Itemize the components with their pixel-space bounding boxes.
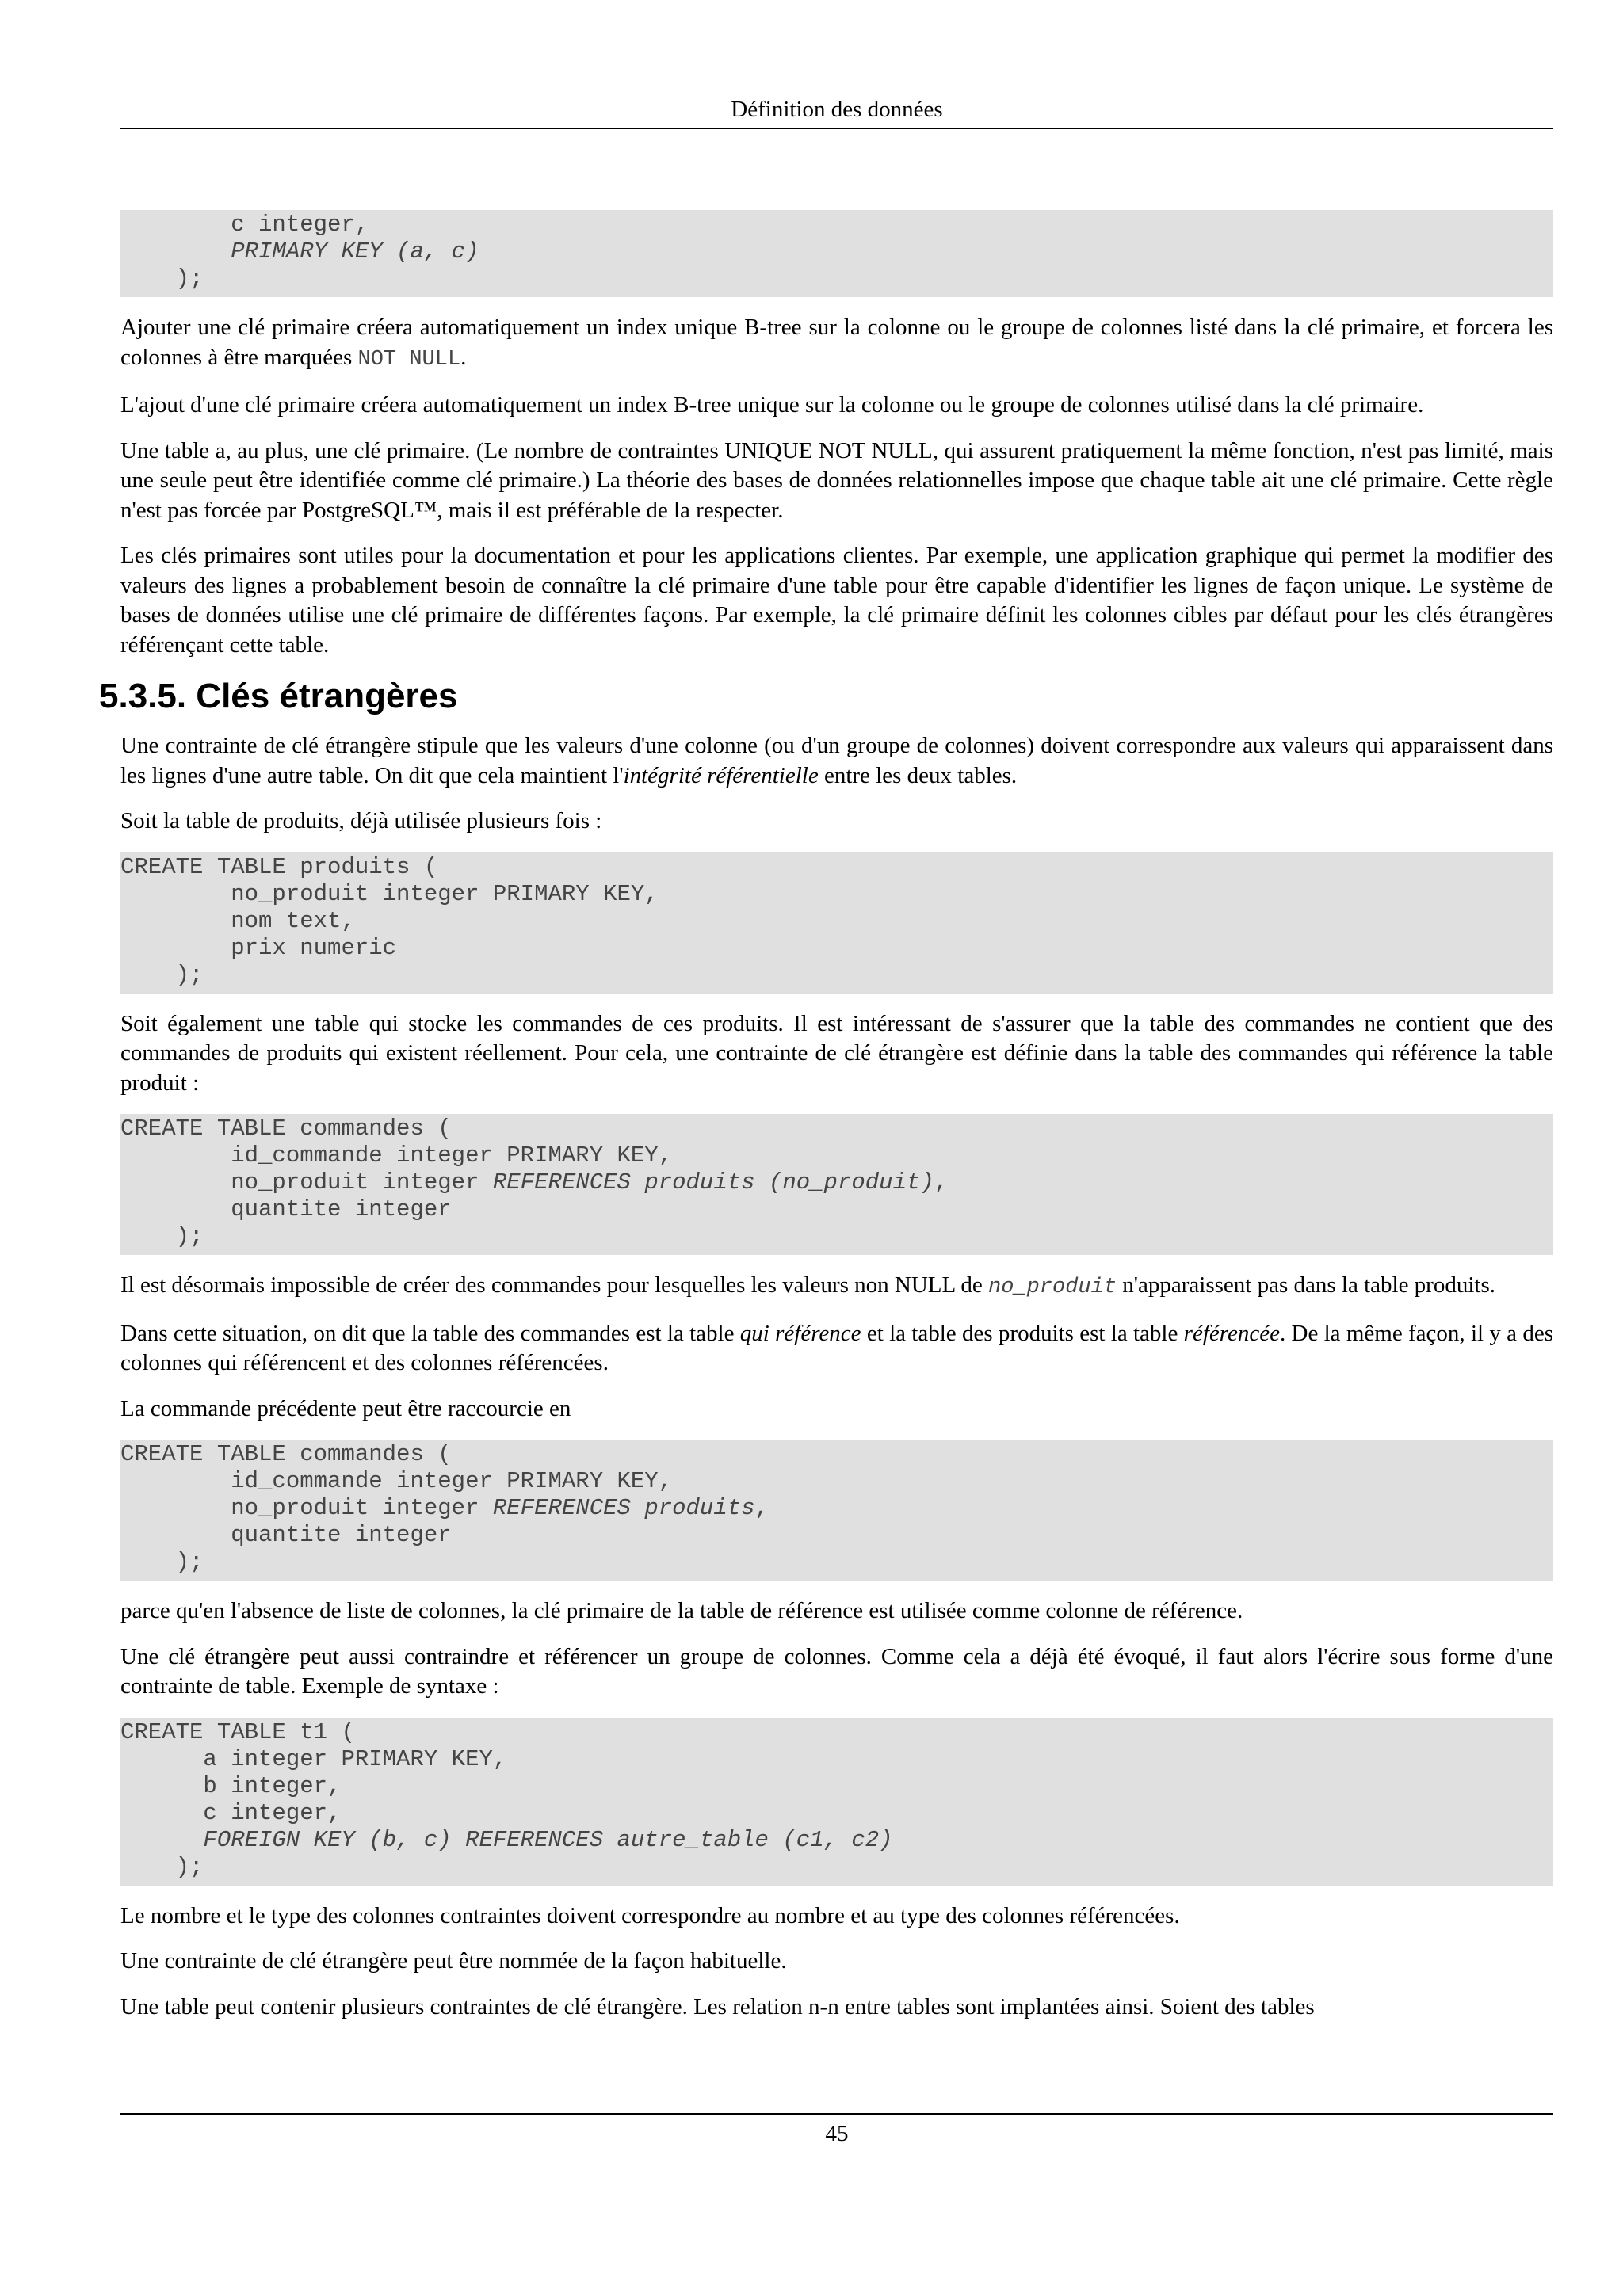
emphasis-text: qui référence — [739, 1320, 861, 1346]
paragraph: Une table peut contenir plusieurs contraintes de clé étrangère. Les relation n-n entre tables sont implantées ainsi. Soient des tables — [120, 1993, 1315, 2019]
paragraph: Soit également une table qui stocke les commandes de ces produits. Il est intéressant de s'assurer que la table des commandes ne contient que des commandes de produits qui existent réellement. Pour cela, une contrainte de clé étrangère est définie dans la table des commandes qui référence la table produit : — [120, 1010, 1553, 1096]
code-text: no_produit integer — [120, 1169, 493, 1196]
code-block — [120, 210, 1553, 297]
code-line: ); — [120, 1223, 204, 1249]
code-text-italic: REFERENCES produits (no_produit) — [492, 1169, 934, 1196]
code-block — [120, 1440, 1553, 1581]
paragraph-text: Dans cette situation, on dit que la table des commandes est la table — [120, 1320, 740, 1346]
code-block — [120, 1114, 1553, 1255]
code-line: FOREIGN KEY (b, c) REFERENCES autre_table (c1, c2) — [120, 1826, 893, 1853]
code-line: a integer PRIMARY KEY, — [120, 1745, 507, 1772]
paragraph-text: . De la même façon, il y a des colonnes qui référencent et des colonnes référencées. — [120, 1320, 1553, 1375]
code-line: CREATE TABLE commandes ( — [120, 1116, 452, 1142]
header-divider — [120, 128, 1553, 129]
paragraph-text: Il est désormais impossible de créer des commandes pour lesquelles les valeurs non NULL de — [120, 1272, 988, 1298]
paragraph: Le nombre et le type des colonnes contraintes doivent correspondre au nombre et au type des colonnes référencées. — [120, 1902, 1180, 1928]
code-line: CREATE TABLE t1 ( — [120, 1718, 355, 1745]
code-block — [120, 852, 1553, 994]
paragraph-text: Ajouter une clé primaire créera automatiquement un index unique B-tree sur la colonne ou le groupe de colonnes listé dans la clé primaire, et forcera les colonnes à être marquées — [120, 315, 1553, 370]
inline-code: NOT NULL — [357, 347, 461, 372]
paragraph — [120, 1319, 1553, 1379]
paragraph: Une contrainte de clé étrangère peut être nommée de la façon habituelle. — [120, 1948, 787, 1974]
page-number: 45 — [825, 2121, 849, 2146]
emphasis-text: intégrité référentielle — [623, 762, 819, 788]
paragraph: Une table a, au plus, une clé primaire. (Le nombre de contraintes UNIQUE NOT NULL, qui assurent pratiquement la même fonction, n'est pas limité, mais une seule peut être identifiée comme clé primaire.) La théorie des bases de données relationnelles impose que chaque table ait une clé primaire. Cette règle n'est pas forcée par PostgreSQL™, mais il est préférable de la respecter. — [120, 437, 1553, 523]
code-line: b integer, — [120, 1772, 342, 1799]
code-line: quantite integer — [120, 1196, 452, 1222]
code-line: PRIMARY KEY (a, c) — [120, 238, 479, 265]
code-line: id_commande integer PRIMARY KEY, — [120, 1142, 673, 1169]
paragraph — [120, 731, 1553, 791]
paragraph — [120, 1271, 1553, 1303]
emphasis-text: référencée — [1183, 1320, 1280, 1346]
code-line — [120, 1495, 1553, 1522]
paragraph-text: n'apparaissent pas dans la table produits. — [1117, 1272, 1495, 1298]
paragraph: Soit la table de produits, déjà utilisée plusieurs fois : — [120, 808, 602, 833]
paragraph — [120, 313, 1553, 375]
code-text: no_produit integer — [120, 1495, 493, 1521]
code-line: no_produit integer PRIMARY KEY, — [120, 880, 659, 907]
code-line: ); — [120, 1853, 204, 1880]
running-header: Définition des données — [731, 97, 943, 122]
code-line: c integer, — [120, 1799, 342, 1826]
code-line: nom text, — [120, 907, 355, 934]
page-content — [99, 210, 1553, 2038]
paragraph: parce qu'en l'absence de liste de colonnes, la clé primaire de la table de référence est utilisée comme colonne de référence. — [120, 1598, 1243, 1623]
paragraph: L'ajout d'une clé primaire créera automatiquement un index B-tree unique sur la colonne ou le groupe de colonnes utilisé dans la clé primaire. — [120, 392, 1424, 418]
code-line: c integer, — [120, 212, 369, 238]
code-block — [120, 1718, 1553, 1886]
code-line: quantite integer — [120, 1522, 452, 1548]
code-line: prix numeric — [120, 934, 397, 961]
code-line — [120, 1169, 1553, 1196]
paragraph-text: entre les deux tables. — [818, 762, 1018, 788]
code-line: CREATE TABLE commandes ( — [120, 1441, 452, 1467]
paragraph: Une clé étrangère peut aussi contraindre et référencer un groupe de colonnes. Comme cela a déjà été évoqué, il faut alors l'écrire sous forme d'une contrainte de table. Exemple de syntaxe : — [120, 1643, 1553, 1699]
code-line: ); — [120, 265, 204, 292]
inline-code: no_produit — [988, 1276, 1117, 1299]
paragraph-text: et la table des produits est la table — [861, 1320, 1184, 1346]
code-text: , — [754, 1495, 769, 1521]
code-text: , — [934, 1169, 949, 1196]
paragraph-text: . — [460, 344, 467, 370]
code-line: ); — [120, 1549, 204, 1575]
paragraph: La commande précédente peut être raccourcie en — [120, 1395, 571, 1421]
section-heading: 5.3.5. Clés étrangères — [99, 677, 458, 715]
footer-divider — [120, 2113, 1553, 2115]
code-text-italic: REFERENCES produits — [492, 1495, 755, 1521]
paragraph-text: Une contrainte de clé étrangère stipule que les valeurs d'une colonne (ou d'un groupe de colonnes) doivent correspondre aux valeurs qui apparaissent dans les lignes d'une autre table. On dit que cela maintient l' — [120, 733, 1553, 788]
code-line: ); — [120, 961, 204, 988]
code-line: id_commande integer PRIMARY KEY, — [120, 1468, 673, 1494]
paragraph: Les clés primaires sont utiles pour la documentation et pour les applications clientes. Par exemple, une application graphique qui permet la modifier des valeurs des lignes a probablement besoin de connaître la clé primaire d'une table pour être capable d'identifier les lignes de façon unique. Le système de bases de données utilise une clé primaire de différentes façons. Par exemple, la clé primaire définit les colonnes cibles par défaut pour les clés étrangères référençant cette table. — [120, 543, 1553, 658]
code-line: CREATE TABLE produits ( — [120, 853, 438, 880]
